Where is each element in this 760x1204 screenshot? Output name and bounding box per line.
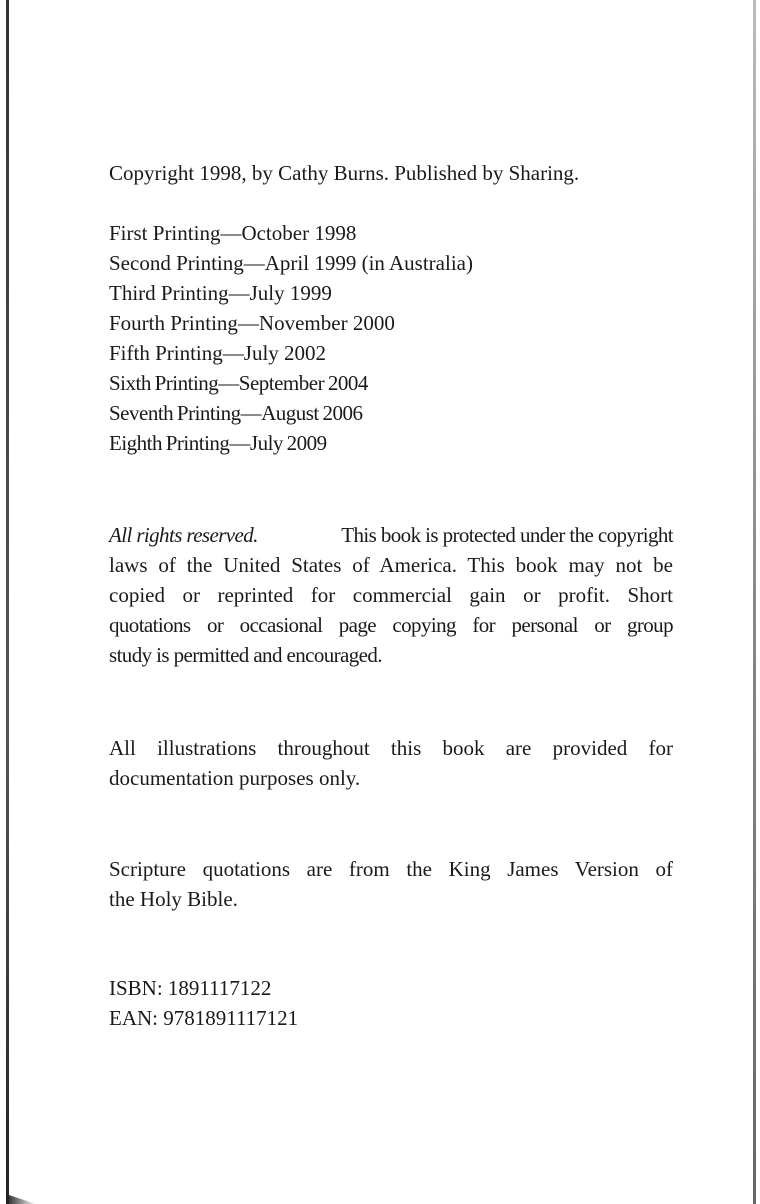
isbn-line: ISBN: 1891117122: [109, 976, 272, 1000]
copyright-line: Copyright 1998, by Cathy Burns. Published by Sharing.: [109, 161, 580, 185]
rights-paragraph: [109, 520, 673, 670]
rights-lead: All rights reserved.: [109, 523, 258, 547]
scripture-line-2: the Holy Bible.: [109, 887, 238, 911]
illustrations-paragraph: [109, 733, 673, 793]
printing-line-4: Fourth Printing—November 2000: [109, 311, 395, 335]
illustrations-line-1: All illustrations throughout this book are provided for: [109, 736, 673, 760]
scripture-line-1: Scripture quotations are from the King James Version of: [109, 857, 673, 881]
ean-line: EAN: 9781891117121: [109, 1006, 299, 1030]
printing-line-8: Eighth Printing—July 2009: [109, 431, 327, 455]
rights-line-2: laws of the United States of America. This book may not be: [109, 553, 673, 577]
scan-corner-shadow: [6, 1194, 36, 1204]
printing-line-3: Third Printing—July 1999: [109, 281, 332, 305]
rights-line-4: quotations or occasional page copying for personal or group: [109, 613, 673, 637]
printing-line-5: Fifth Printing—July 2002: [109, 341, 327, 365]
scan-left-edge: [6, 0, 9, 1204]
scan-right-edge: [753, 0, 756, 1204]
scripture-paragraph: [109, 854, 673, 914]
rights-line-5: study is permitted and encouraged.: [109, 643, 382, 667]
rights-line-1-rest: This book is protected under the copyright: [341, 523, 673, 547]
rights-line-3: copied or reprinted for commercial gain or profit. Short: [109, 583, 673, 607]
printing-line-6: Sixth Printing—September 2004: [109, 371, 368, 395]
printing-line-7: Seventh Printing—August 2006: [109, 401, 363, 425]
printing-line-1: First Printing—October 1998: [109, 221, 357, 245]
printing-line-2: Second Printing—April 1999 (in Australia): [109, 251, 473, 275]
rights-line-1: [109, 520, 673, 550]
illustrations-line-2: documentation purposes only.: [109, 766, 361, 790]
